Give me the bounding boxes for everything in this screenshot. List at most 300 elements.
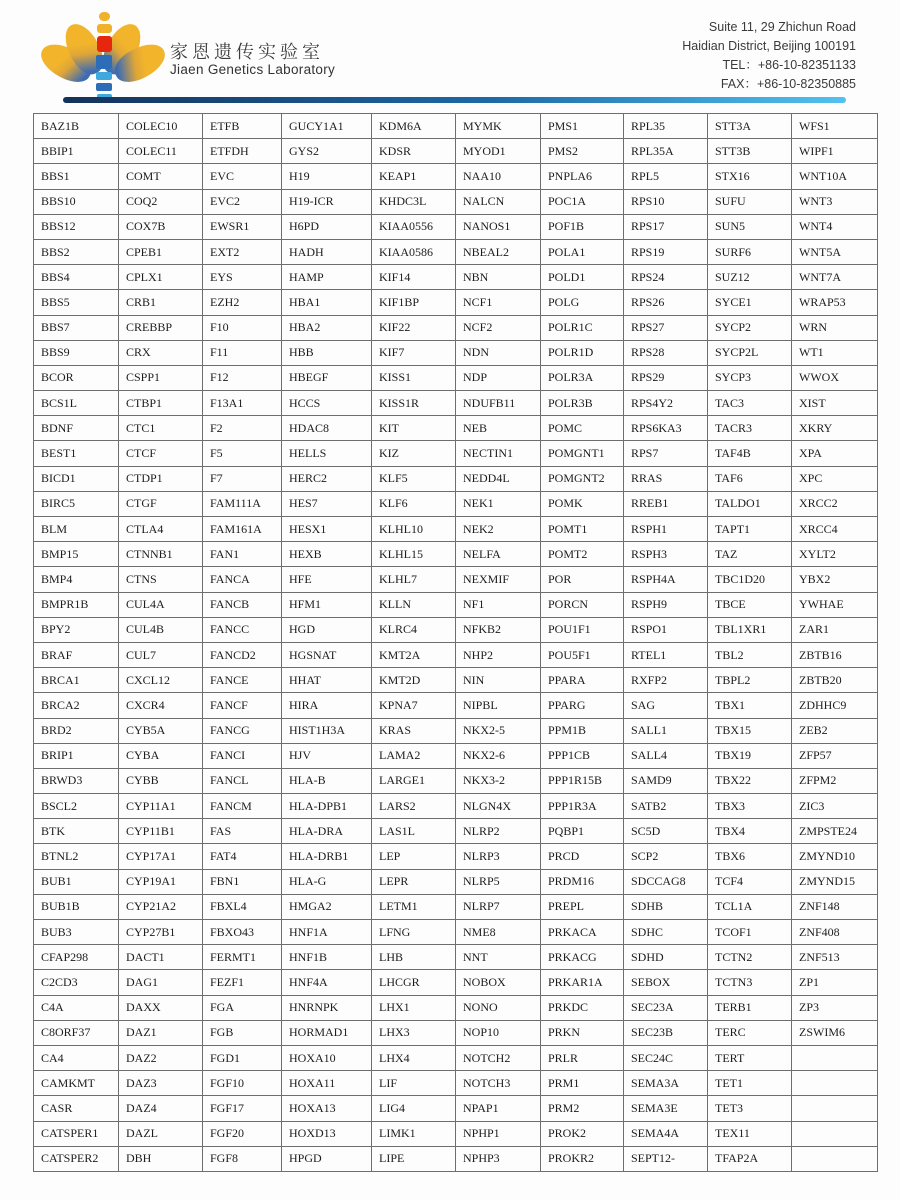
gene-cell: NAA10 <box>456 164 541 189</box>
gene-cell: FANCM <box>203 794 282 819</box>
gene-cell: KPNA7 <box>372 693 456 718</box>
gene-cell: LHX1 <box>372 995 456 1020</box>
table-row <box>34 768 878 793</box>
gene-cell: RSPH3 <box>624 542 708 567</box>
gene-cell: TBX4 <box>708 819 792 844</box>
gene-cell: BRAF <box>34 642 119 667</box>
gene-cell: BBS12 <box>34 214 119 239</box>
gene-cell: SEMA3A <box>624 1071 708 1096</box>
gene-cell: EXT2 <box>203 239 282 264</box>
gene-cell: BTK <box>34 819 119 844</box>
gene-cell: LEP <box>372 844 456 869</box>
gene-cell: DAZ1 <box>119 1020 203 1045</box>
gene-cell: HOXA13 <box>282 1096 372 1121</box>
gene-cell: PQBP1 <box>541 819 624 844</box>
gene-cell: BRCA1 <box>34 668 119 693</box>
gene-cell: C4A <box>34 995 119 1020</box>
gene-cell: PROK2 <box>541 1121 624 1146</box>
gene-cell: BRD2 <box>34 718 119 743</box>
gene-cell: TBCE <box>708 592 792 617</box>
gene-cell: TERB1 <box>708 995 792 1020</box>
gene-cell: CTNS <box>119 567 203 592</box>
gene-cell: RPS24 <box>624 265 708 290</box>
gene-cell: TCOF1 <box>708 920 792 945</box>
gene-cell <box>792 1096 878 1121</box>
gene-cell: CUL4B <box>119 617 203 642</box>
table-row <box>34 517 878 542</box>
table-row <box>34 416 878 441</box>
gene-cell <box>792 1071 878 1096</box>
gene-cell: HNF4A <box>282 970 372 995</box>
gene-cell: SUZ12 <box>708 265 792 290</box>
gene-cell: SEPT12- <box>624 1146 708 1171</box>
gene-cell: XYLT2 <box>792 542 878 567</box>
gene-cell: KISS1R <box>372 391 456 416</box>
gene-cell: NEK1 <box>456 491 541 516</box>
table-row <box>34 441 878 466</box>
gene-cell: CPLX1 <box>119 265 203 290</box>
gene-cell: HLA-DPB1 <box>282 794 372 819</box>
contact-block <box>682 18 856 94</box>
gene-cell: KMT2D <box>372 668 456 693</box>
gene-cell: TBPL2 <box>708 668 792 693</box>
table-row <box>34 693 878 718</box>
gene-cell: HNRNPK <box>282 995 372 1020</box>
table-row <box>34 1071 878 1096</box>
gene-cell: POMGNT2 <box>541 466 624 491</box>
gene-cell: KLRC4 <box>372 617 456 642</box>
table-row <box>34 491 878 516</box>
gene-cell: POLD1 <box>541 265 624 290</box>
gene-cell: FANCF <box>203 693 282 718</box>
gene-cell: SYCP2L <box>708 340 792 365</box>
gene-cell: TAPT1 <box>708 517 792 542</box>
gene-cell: PROKR2 <box>541 1146 624 1171</box>
gene-cell: ZMYND15 <box>792 869 878 894</box>
gene-cell: CUL4A <box>119 592 203 617</box>
gene-cell: SALL1 <box>624 718 708 743</box>
gene-cell: FANCD2 <box>203 642 282 667</box>
gene-cell: PRM1 <box>541 1071 624 1096</box>
address-line-2: Haidian District, Beijing 100191 <box>682 39 856 53</box>
table-row <box>34 214 878 239</box>
gene-cell: ETFDH <box>203 139 282 164</box>
gene-cell: PPP1R3A <box>541 794 624 819</box>
gene-cell: HADH <box>282 239 372 264</box>
gene-cell: FANCE <box>203 668 282 693</box>
gene-cell: H6PD <box>282 214 372 239</box>
gene-cell: SATB2 <box>624 794 708 819</box>
gene-cell: POF1B <box>541 214 624 239</box>
gene-cell: BTNL2 <box>34 844 119 869</box>
gene-cell: HORMAD1 <box>282 1020 372 1045</box>
gene-cell: SUFU <box>708 189 792 214</box>
gene-cell: PPARA <box>541 668 624 693</box>
gene-cell: HDAC8 <box>282 416 372 441</box>
gene-cell: ZMYND10 <box>792 844 878 869</box>
gene-cell: F5 <box>203 441 282 466</box>
gene-cell: CYBA <box>119 743 203 768</box>
gene-cell: LIMK1 <box>372 1121 456 1146</box>
gene-cell: F13A1 <box>203 391 282 416</box>
gene-cell: KHDC3L <box>372 189 456 214</box>
gene-cell: NOBOX <box>456 970 541 995</box>
gene-cell: PRKACG <box>541 945 624 970</box>
gene-cell: HELLS <box>282 441 372 466</box>
gene-cell: CREBBP <box>119 315 203 340</box>
gene-cell: HBEGF <box>282 365 372 390</box>
table-row <box>34 567 878 592</box>
gene-cell: NLRP2 <box>456 819 541 844</box>
gene-cell: COX7B <box>119 214 203 239</box>
gene-cell: PNPLA6 <box>541 164 624 189</box>
gene-cell: CASR <box>34 1096 119 1121</box>
gene-cell: PMS2 <box>541 139 624 164</box>
table-row <box>34 114 878 139</box>
gene-cell: HJV <box>282 743 372 768</box>
gene-cell: RTEL1 <box>624 642 708 667</box>
gene-cell: HMGA2 <box>282 894 372 919</box>
gene-cell: BBS10 <box>34 189 119 214</box>
gene-cell: DACT1 <box>119 945 203 970</box>
table-row <box>34 315 878 340</box>
gene-cell: TAF4B <box>708 441 792 466</box>
gene-cell: KIF1BP <box>372 290 456 315</box>
gene-cell: SDCCAG8 <box>624 869 708 894</box>
table-row <box>34 164 878 189</box>
gene-cell: LAS1L <box>372 819 456 844</box>
gene-cell: SEMA4A <box>624 1121 708 1146</box>
gene-cell: DAZ2 <box>119 1045 203 1070</box>
gene-cell: NLRP5 <box>456 869 541 894</box>
lab-logo-icon <box>52 12 156 100</box>
gene-cell: PRKN <box>541 1020 624 1045</box>
gene-cell: NLRP3 <box>456 844 541 869</box>
gene-cell: CYBB <box>119 768 203 793</box>
gene-cell: BDNF <box>34 416 119 441</box>
gene-cell: TET3 <box>708 1096 792 1121</box>
gene-cell: FGF17 <box>203 1096 282 1121</box>
gene-cell: ZFP57 <box>792 743 878 768</box>
gene-cell: KEAP1 <box>372 164 456 189</box>
gene-cell: EWSR1 <box>203 214 282 239</box>
gene-cell: XRCC2 <box>792 491 878 516</box>
gene-cell: ZAR1 <box>792 617 878 642</box>
gene-cell: KLLN <box>372 592 456 617</box>
address-line-1: Suite 11, 29 Zhichun Road <box>708 20 856 34</box>
gene-cell: NEDD4L <box>456 466 541 491</box>
gene-cell: TAF6 <box>708 466 792 491</box>
gene-cell: WNT7A <box>792 265 878 290</box>
gene-cell: NEXMIF <box>456 567 541 592</box>
gene-cell: PPP1CB <box>541 743 624 768</box>
gene-cell: NONO <box>456 995 541 1020</box>
gene-cell: NME8 <box>456 920 541 945</box>
gene-cell: TBX3 <box>708 794 792 819</box>
gene-cell: LHX3 <box>372 1020 456 1045</box>
gene-cell: HBA2 <box>282 315 372 340</box>
gene-cell: BLM <box>34 517 119 542</box>
table-row <box>34 542 878 567</box>
gene-cell: ZP3 <box>792 995 878 1020</box>
gene-cell: NCF1 <box>456 290 541 315</box>
gene-cell: RPS28 <box>624 340 708 365</box>
gene-cell: NEB <box>456 416 541 441</box>
gene-cell: HBB <box>282 340 372 365</box>
gene-cell: BBS4 <box>34 265 119 290</box>
gene-cell: NCF2 <box>456 315 541 340</box>
gene-cell: KLF5 <box>372 466 456 491</box>
gene-cell: RPL5 <box>624 164 708 189</box>
gene-cell: FANCG <box>203 718 282 743</box>
gene-cell: PRKDC <box>541 995 624 1020</box>
gene-cell: TBX1 <box>708 693 792 718</box>
gene-cell: DAZ3 <box>119 1071 203 1096</box>
gene-cell: HAMP <box>282 265 372 290</box>
gene-cell: POLR1C <box>541 315 624 340</box>
gene-cell: NOTCH3 <box>456 1071 541 1096</box>
gene-cell: SEC24C <box>624 1045 708 1070</box>
gene-cell: TFAP2A <box>708 1146 792 1171</box>
gene-cell: SDHD <box>624 945 708 970</box>
gene-cell: FGF10 <box>203 1071 282 1096</box>
gene-cell: CTGF <box>119 491 203 516</box>
gene-cell: KRAS <box>372 718 456 743</box>
gene-cell: F12 <box>203 365 282 390</box>
gene-cell: NHP2 <box>456 642 541 667</box>
gene-cell: NFKB2 <box>456 617 541 642</box>
gene-cell: XKRY <box>792 416 878 441</box>
gene-cell: ZFPM2 <box>792 768 878 793</box>
table-row <box>34 920 878 945</box>
gene-cell: CRB1 <box>119 290 203 315</box>
gene-cell <box>792 1146 878 1171</box>
gene-cell: TBX22 <box>708 768 792 793</box>
gene-cell: LETM1 <box>372 894 456 919</box>
gene-cell: NLGN4X <box>456 794 541 819</box>
lab-name-english: Jiaen Genetics Laboratory <box>170 62 336 77</box>
gene-cell: TBX15 <box>708 718 792 743</box>
gene-cell: EVC2 <box>203 189 282 214</box>
table-row <box>34 189 878 214</box>
gene-cell: CYP17A1 <box>119 844 203 869</box>
gene-cell: FERMT1 <box>203 945 282 970</box>
gene-cell: KDM6A <box>372 114 456 139</box>
gene-cell: LEPR <box>372 869 456 894</box>
gene-cell: FGF8 <box>203 1146 282 1171</box>
gene-cell: NANOS1 <box>456 214 541 239</box>
gene-cell: SCP2 <box>624 844 708 869</box>
table-row <box>34 1096 878 1121</box>
gene-cell: HHAT <box>282 668 372 693</box>
gene-cell: NNT <box>456 945 541 970</box>
gene-cell: POMK <box>541 491 624 516</box>
table-row <box>34 466 878 491</box>
gene-cell: ZIC3 <box>792 794 878 819</box>
gene-cell: POU5F1 <box>541 642 624 667</box>
gene-cell: KLHL15 <box>372 542 456 567</box>
gene-cell: PMS1 <box>541 114 624 139</box>
gene-cell: PRCD <box>541 844 624 869</box>
gene-cell: EVC <box>203 164 282 189</box>
table-row <box>34 290 878 315</box>
gene-cell: BCS1L <box>34 391 119 416</box>
gene-cell: KIZ <box>372 441 456 466</box>
gene-cell: RPS10 <box>624 189 708 214</box>
gene-cell: H19 <box>282 164 372 189</box>
gene-cell: RPL35 <box>624 114 708 139</box>
header-divider <box>63 97 846 103</box>
table-row <box>34 995 878 1020</box>
gene-cell: BPY2 <box>34 617 119 642</box>
gene-cell: POMT1 <box>541 517 624 542</box>
gene-cell: COQ2 <box>119 189 203 214</box>
gene-cell: HESX1 <box>282 517 372 542</box>
table-row <box>34 794 878 819</box>
table-row <box>34 617 878 642</box>
gene-cell: FANCI <box>203 743 282 768</box>
gene-cell: CYP27B1 <box>119 920 203 945</box>
table-row <box>34 391 878 416</box>
logo-chromosome-icon <box>95 12 113 100</box>
gene-cell: KIAA0586 <box>372 239 456 264</box>
gene-cell: DAZL <box>119 1121 203 1146</box>
gene-cell: RXFP2 <box>624 668 708 693</box>
gene-cell: YWHAE <box>792 592 878 617</box>
gene-cell: BMP4 <box>34 567 119 592</box>
gene-cell: ZNF148 <box>792 894 878 919</box>
gene-cell: LFNG <box>372 920 456 945</box>
gene-cell: POLR3B <box>541 391 624 416</box>
gene-cell: HEXB <box>282 542 372 567</box>
gene-cell: NIN <box>456 668 541 693</box>
gene-cell: YBX2 <box>792 567 878 592</box>
gene-cell: DAG1 <box>119 970 203 995</box>
gene-cell: ZDHHC9 <box>792 693 878 718</box>
gene-cell: NKX3-2 <box>456 768 541 793</box>
gene-cell: POLA1 <box>541 239 624 264</box>
table-row <box>34 139 878 164</box>
gene-cell: CA4 <box>34 1045 119 1070</box>
gene-cell: TET1 <box>708 1071 792 1096</box>
gene-cell: CXCR4 <box>119 693 203 718</box>
gene-cell: KIT <box>372 416 456 441</box>
gene-cell: HFE <box>282 567 372 592</box>
gene-cell: NF1 <box>456 592 541 617</box>
fax-line: FAX：+86-10-82350885 <box>720 77 856 91</box>
gene-cell: TBL1XR1 <box>708 617 792 642</box>
gene-cell: FGD1 <box>203 1045 282 1070</box>
table-row <box>34 718 878 743</box>
table-row <box>34 592 878 617</box>
gene-cell: COLEC11 <box>119 139 203 164</box>
gene-cell: CTLA4 <box>119 517 203 542</box>
gene-cell: POMC <box>541 416 624 441</box>
gene-cell: PPM1B <box>541 718 624 743</box>
gene-cell: FBXO43 <box>203 920 282 945</box>
table-row <box>34 1146 878 1171</box>
gene-cell: RPS27 <box>624 315 708 340</box>
gene-cell: HCCS <box>282 391 372 416</box>
gene-cell: NDN <box>456 340 541 365</box>
gene-cell: FAN1 <box>203 542 282 567</box>
gene-cell: STT3B <box>708 139 792 164</box>
gene-cell: BMPR1B <box>34 592 119 617</box>
gene-cell: KISS1 <box>372 365 456 390</box>
gene-cell: FAS <box>203 819 282 844</box>
gene-cell: HGSNAT <box>282 642 372 667</box>
gene-cell: NBEAL2 <box>456 239 541 264</box>
gene-cell: PRM2 <box>541 1096 624 1121</box>
gene-cell: RPL35A <box>624 139 708 164</box>
gene-cell: TAZ <box>708 542 792 567</box>
gene-cell: KLHL10 <box>372 517 456 542</box>
gene-cell: HLA-G <box>282 869 372 894</box>
gene-cell: KMT2A <box>372 642 456 667</box>
gene-cell: HLA-B <box>282 768 372 793</box>
table-row <box>34 844 878 869</box>
gene-cell: GUCY1A1 <box>282 114 372 139</box>
table-row <box>34 970 878 995</box>
gene-cell: HNF1B <box>282 945 372 970</box>
gene-cell: WRN <box>792 315 878 340</box>
gene-cell: HNF1A <box>282 920 372 945</box>
gene-cell: RPS19 <box>624 239 708 264</box>
gene-cell: TCF4 <box>708 869 792 894</box>
gene-cell: NPHP1 <box>456 1121 541 1146</box>
gene-cell: NECTIN1 <box>456 441 541 466</box>
gene-cell: ZBTB20 <box>792 668 878 693</box>
gene-cell: FBN1 <box>203 869 282 894</box>
gene-cell: LAMA2 <box>372 743 456 768</box>
gene-cell: COMT <box>119 164 203 189</box>
gene-cell: PPARG <box>541 693 624 718</box>
gene-cell: POC1A <box>541 189 624 214</box>
gene-cell: ZEB2 <box>792 718 878 743</box>
gene-cell: DAXX <box>119 995 203 1020</box>
gene-cell: NDP <box>456 365 541 390</box>
gene-cell: CTC1 <box>119 416 203 441</box>
gene-cell: CATSPER1 <box>34 1121 119 1146</box>
gene-cell: KIF14 <box>372 265 456 290</box>
gene-cell: STX16 <box>708 164 792 189</box>
table-row <box>34 265 878 290</box>
table-row <box>34 819 878 844</box>
gene-cell: SALL4 <box>624 743 708 768</box>
gene-cell: ZMPSTE24 <box>792 819 878 844</box>
gene-cell: POLG <box>541 290 624 315</box>
gene-cell: BBS7 <box>34 315 119 340</box>
gene-cell: RSPH4A <box>624 567 708 592</box>
gene-cell: HES7 <box>282 491 372 516</box>
gene-cell: FGF20 <box>203 1121 282 1146</box>
gene-cell: H19-ICR <box>282 189 372 214</box>
table-row <box>34 1045 878 1070</box>
gene-cell: SYCP3 <box>708 365 792 390</box>
gene-cell: BBS1 <box>34 164 119 189</box>
gene-cell: RSPO1 <box>624 617 708 642</box>
gene-cell: CAMKMT <box>34 1071 119 1096</box>
gene-cell: SAMD9 <box>624 768 708 793</box>
gene-cell: BBS5 <box>34 290 119 315</box>
gene-cell: BBS9 <box>34 340 119 365</box>
gene-cell: HERC2 <box>282 466 372 491</box>
gene-cell: FBXL4 <box>203 894 282 919</box>
gene-cell: FGB <box>203 1020 282 1045</box>
gene-cell: PRKAR1A <box>541 970 624 995</box>
gene-cell: BBS2 <box>34 239 119 264</box>
gene-cell: LHX4 <box>372 1045 456 1070</box>
